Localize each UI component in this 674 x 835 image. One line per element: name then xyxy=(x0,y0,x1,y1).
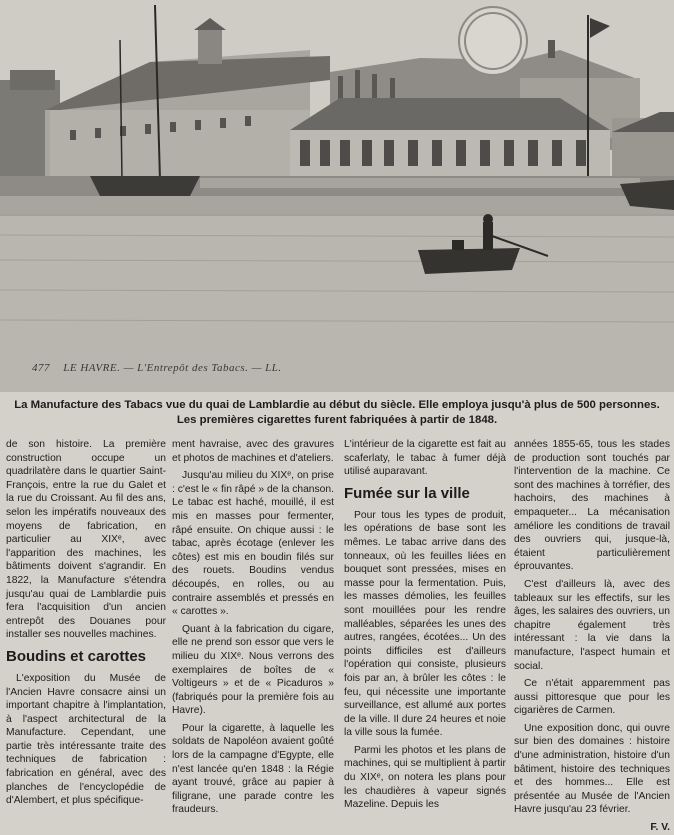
paragraph: Une exposition donc, qui ouvre sur bien des domaines : histoire d'une administration, histoire d'un bâtiment, histoire des techniques et des hommes... Elle est présentée au Musée de l'Ancien Havre jusqu'au 23 février. xyxy=(514,722,670,816)
paragraph: de son histoire. La première construction occupe un quadrilatère dans le quartier Saint-François, entre la rue du Galet et la rue du Croissant. Au fil des ans, selon les impératifs nouveaux des moyens de fabrication, en particulier au XIXᵉ, avec l'apparition des machines, les bâtiments doivent s'agrandir. En 1822, la Manufacture s'étendra jusqu'au quai de Lamblardie puis fera l'acquisition d'un ancien entrepôt des Douanes pour installer ses nouvelles machines. xyxy=(6,439,166,641)
column-2 xyxy=(172,438,334,816)
photo-caption xyxy=(32,362,282,374)
paragraph: Pour la cigarette, à laquelle les soldats de Napoléon avaient goûté lors de la campagne d'Egypte, elle n'est lancée qu'en 1848 : la Régie ayant trouvé, grâce au papier à filigrane, une parade contre les fraudeurs. xyxy=(172,722,334,816)
paragraph: années 1855-65, tous les stades de production sont touchés par l'intervention de la machine. Ce sont des machines à torréfier, des hachoirs, des machines à empaqueter... La mécanisation améliore les conditions de travail des ouvriers qui, jusque-là, étaient particulièrement éprouvantes. xyxy=(514,439,670,573)
library-stamp xyxy=(458,6,528,76)
figure-caption xyxy=(6,398,668,428)
section-heading: Boudins et carottes xyxy=(6,647,147,665)
column-4 xyxy=(514,438,670,834)
paragraph: L'exposition du Musée de l'Ancien Havre consacre ainsi un important chapitre à l'implantation, à l'aspect architectural de la Manufacture. Cependant, une partie très intéressante traite des techniques de fabrication : fabrication en général, avec des planches de l'encyclopédie de d'Alembert, et plus spécifique- xyxy=(6,672,166,807)
column-3 xyxy=(344,438,506,811)
paragraph: Parmi les photos et les plans de machines, qui se multiplient à partir du XIXᵉ, on notera les plans pour les chaudières à vapeur signés Mazeline. Depuis les xyxy=(344,744,506,811)
article-body xyxy=(0,438,674,834)
paragraph: ment havraise, avec des gravures et photos de machines et d'ateliers. xyxy=(172,439,334,464)
paragraph: Quant à la fabrication du cigare, elle ne prend son essor que vers le milieu du XIXᵉ. Nous verrons des exemplaires de boîtes de « Voltigeurs » et de « Picaduros » (fabriqués pour la première fois au Havre). xyxy=(172,623,334,717)
paragraph: L'intérieur de la cigarette est fait au scaferlaty, le tabac à fumer déjà utilisé auparavant. xyxy=(344,439,506,478)
section-heading: Fumée sur la ville xyxy=(344,484,470,502)
paragraph: Jusqu'au milieu du XIXᵉ, on prise : c'est le « fin râpé » de la chanson. Le tabac est haché, mouillé, il est mis en masses pour fermenter, râpé ensuite. On chique aussi : le tabac, après écotage (enlever les côtes) est mis en boudin filés sur des rouets. Boudins vendus découpés, en rolles, ou au contraire assemblés et pressés en « carottes ». xyxy=(172,470,334,618)
figure-caption-line2: Les premières cigarettes furent fabriquées à partir de 1848. xyxy=(176,414,498,426)
photo-caption-text: LE HAVRE. — L'Entrepôt des Tabacs. — LL. xyxy=(63,362,282,374)
author-signature: F. V. xyxy=(650,822,670,834)
figure-caption-line1: La Manufacture des Tabacs vue du quai de Lamblardie au début du siècle. Elle employa jusqu'à plus de 500 personnes. xyxy=(14,399,660,411)
column-1 xyxy=(6,438,166,807)
photo-number: 477 xyxy=(32,362,50,374)
historic-photo xyxy=(0,0,674,392)
paragraph: Ce n'était apparemment pas aussi pittoresque que pour les cigarières de Carmen. xyxy=(514,678,670,717)
paragraph: Pour tous les types de produit, les opérations de base sont les mêmes. Le tabac arrive dans des tonneaux, où les feuilles liées en bouquet sont pressées, mises en masse pour la fermentation. Puis, les masses démolies, les feuilles sont mouillées pour les rendre malléables, séparées les unes des autres, rangées, écotées... Un des points difficiles est d'ailleurs l'opération qui consiste, plusieurs fois par an, à brûler les côtes : le feu, qui nécessite une importante surveillance, est allumé aux portes de la ville. Il dure 24 heures et noie la ville sous la fumée. xyxy=(344,509,506,739)
paragraph: C'est d'ailleurs là, avec des tableaux sur les effectifs, sur les âges, les salaires des ouvriers, un chapitre également très intéressant : la vie dans la manufacture, l'aspect humain et social. xyxy=(514,578,670,672)
